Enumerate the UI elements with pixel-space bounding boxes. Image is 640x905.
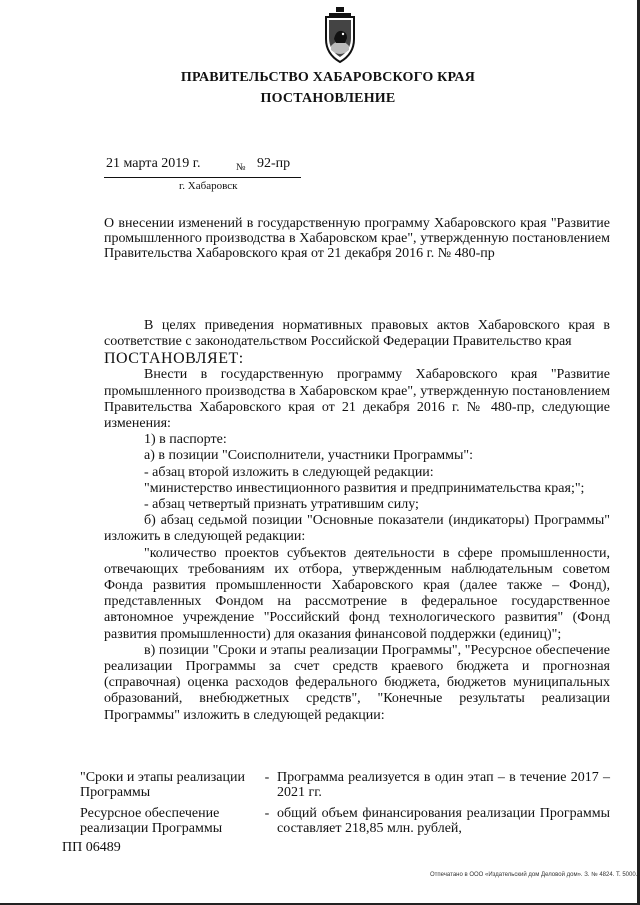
city: г. Хабаровск	[179, 180, 238, 192]
document-date: 21 марта 2019 г.	[106, 156, 201, 171]
item-a: а) в позиции "Соисполнители, участники Программы":	[144, 448, 473, 464]
item-1: 1) в паспорте:	[144, 432, 227, 448]
decree-word: ПОСТАНОВЛЯЕТ:	[104, 350, 244, 368]
government-title: ПРАВИТЕЛЬСТВО ХАБАРОВСКОГО КРАЯ	[180, 70, 476, 85]
item-a-dash-2: - абзац четвертый признать утратившим силу;	[144, 497, 419, 513]
printer-note: Отпечатано в ООО «Издательский дом Деловой дом». З. № 4824. Т. 5000.	[430, 872, 638, 878]
passport-table	[80, 770, 610, 842]
row-label: Ресурсное обеспечение реализации Программы	[80, 806, 223, 836]
row-dash: -	[264, 806, 270, 821]
item-a-dash-1: - абзац второй изложить в следующей редакции:	[144, 464, 434, 480]
document-code: ПП 06489	[62, 840, 121, 855]
document-body	[104, 318, 610, 724]
row-value: Программа реализуется в один этап – в течение 2017 – 2021 гг.	[277, 770, 610, 800]
document-title: О внесении изменений в государственную программу Хабаровского края "Развитие промышленного производства в Хабаровском крае", утвержденную постановлением Правительства Хабаровского края от 21 декабря 2016 г. № 480-пр	[104, 216, 610, 261]
number-sign: №	[236, 162, 246, 173]
item-b: б) абзац седьмой позиции "Основные показатели (индикаторы) Программы" изложить в следующей редакции:	[104, 513, 610, 545]
document-number: 92-пр	[257, 156, 291, 171]
row-dash: -	[264, 770, 270, 785]
table-row	[80, 806, 610, 836]
item-b-quote: "количество проектов субъектов деятельности в сфере промышленности, отвечающих требованиям их отбора, утвержденным наблюдательным советом Фонда развития промышленности Хабаровского края (далее также – Фонд), представленных Фондом на рассмотрение в федеральное государственное автономное учреждение "Российский фонд технологического развития" (Фонд развития промышленности) для оказания финансовой поддержки (единиц)";	[104, 545, 610, 642]
coat-of-arms-icon	[317, 6, 363, 64]
item-c: в) позиции "Сроки и этапы реализации Программы", "Ресурсное обеспечение реализации Программы за счет средств краевого бюджета и прогнозная (справочная) оценка расходов федерального бюджета, бюджетов муниципальных образований, внебюджетных средств", "Конечные результаты реализации Программы" изложить в следующей редакции:	[104, 642, 610, 723]
item-a-quote: "министерство инвестиционного развития и предпринимательства края;";	[144, 480, 585, 496]
document-type: ПОСТАНОВЛЕНИЕ	[260, 91, 396, 106]
preamble: В целях приведения нормативных правовых актов Хабаровского края в соответствие с законодательством Российской Федерации Правительство края	[104, 318, 610, 350]
row-label: "Сроки и этапы реализации Программы	[80, 770, 245, 800]
table-row	[80, 770, 610, 800]
date-underline	[104, 177, 301, 178]
row-value: общий объем финансирования реализации Программы составляет 218,85 млн. рублей,	[277, 806, 610, 836]
intro-paragraph: Внести в государственную программу Хабаровского края "Развитие промышленного производства в Хабаровском крае", утвержденную постановлением Правительства Хабаровского края от 21 декабря 2016 г. № 480-пр, следующие изменения:	[104, 367, 610, 432]
